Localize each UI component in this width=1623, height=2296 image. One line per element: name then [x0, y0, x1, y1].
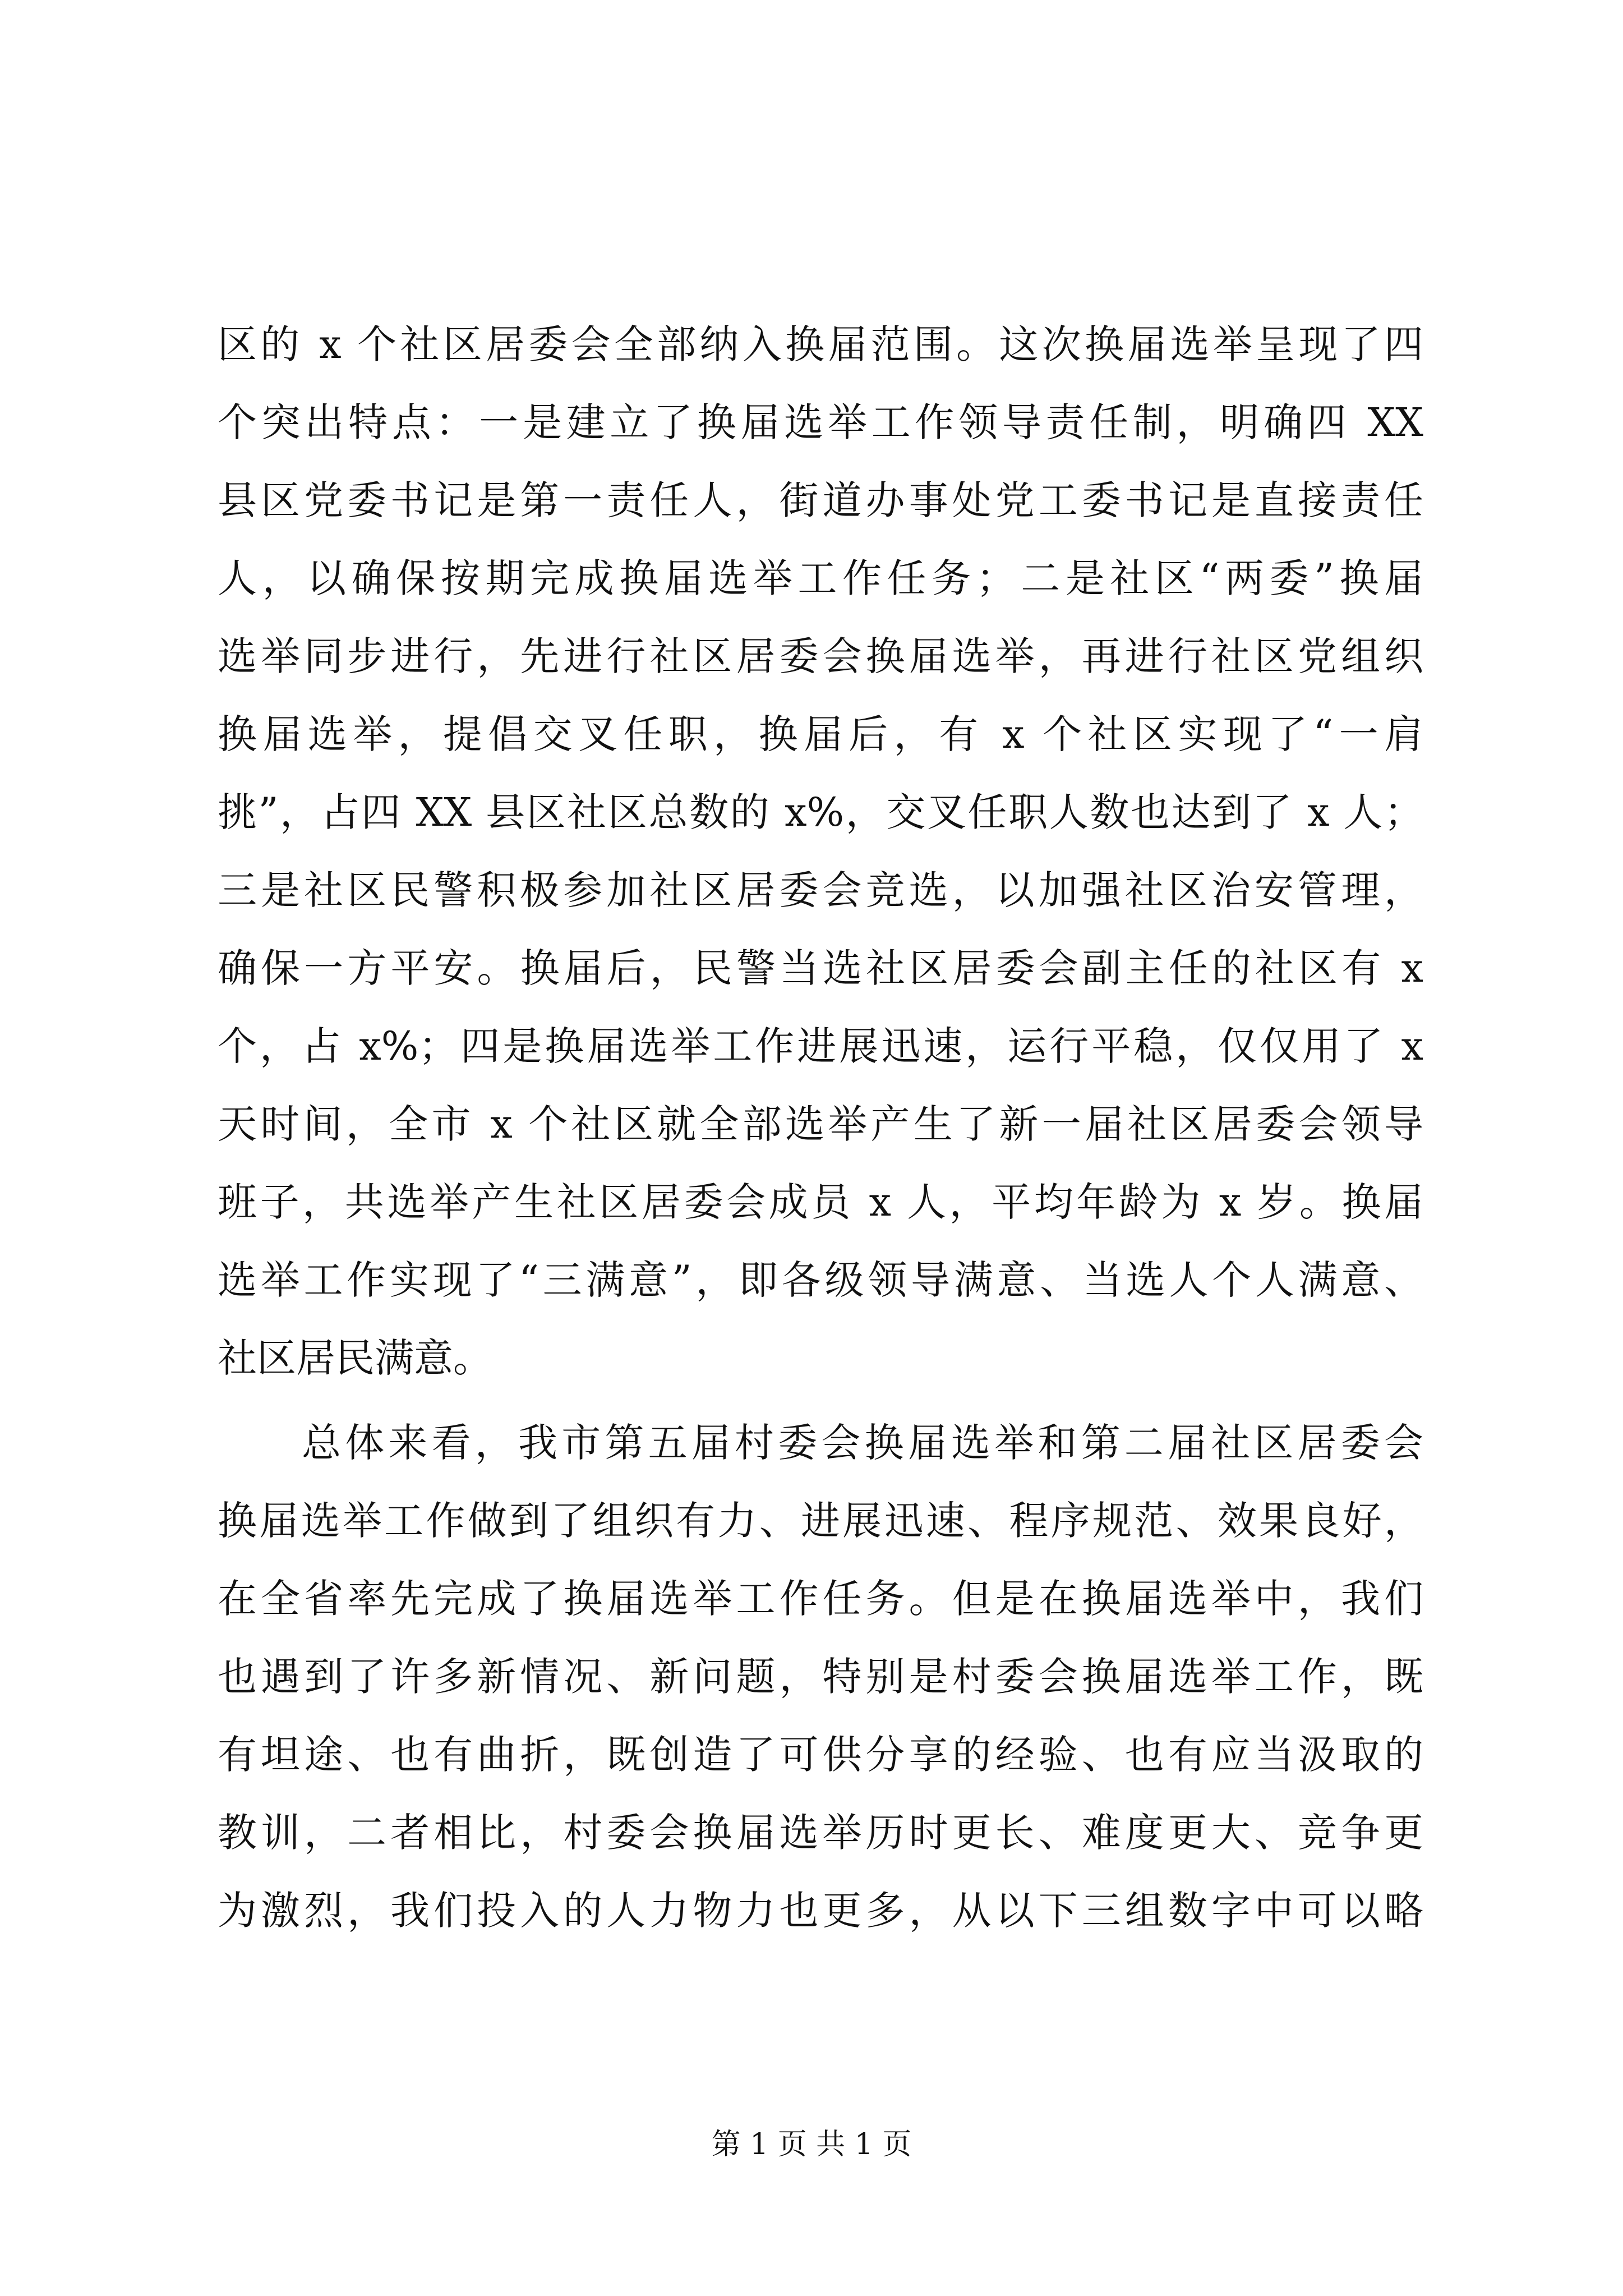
text-line: 个，占 x%；四是换届选举工作进展迅速，运行平稳，仅仅用了 x: [218, 1023, 1423, 1069]
text-line: 有坦途、也有曲折，既创造了可供分享的经验、也有应当汲取的: [218, 1732, 1423, 1778]
text-line: 三是社区民警积极参加社区居委会竞选，以加强社区治安管理，: [218, 867, 1423, 913]
text-line: 教训，二者相比，村委会换届选举历时更长、难度更大、竞争更: [218, 1810, 1423, 1856]
text-line: 在全省率先完成了换届选举工作任务。但是在换届选举中，我们: [218, 1576, 1423, 1622]
text-line: 挑”，占四 XX 县区社区总数的 x%，交叉任职人数也达到了 x 人；: [218, 789, 1423, 835]
text-line: 个突出特点：一是建立了换届选举工作领导责任制，明确四 XX: [218, 399, 1423, 445]
text-line: 确保一方平安。换届后，民警当选社区居委会副主任的社区有 x: [218, 945, 1423, 991]
paragraph-1: [218, 306, 1423, 1397]
text-line: 换届选举工作做到了组织有力、进展迅速、程序规范、效果良好，: [218, 1498, 1423, 1544]
text-line: 选举工作实现了“三满意”，即各级领导满意、当选人个人满意、: [218, 1257, 1423, 1303]
text-line: 班子，共选举产生社区居委会成员 x 人，平均年龄为 x 岁。换届: [218, 1179, 1423, 1225]
text-line: 社区居民满意。: [218, 1335, 492, 1381]
page-footer: [0, 2125, 1623, 2164]
text-line: 总体来看，我市第五届村委会换届选举和第二届社区居委会: [302, 1420, 1423, 1466]
text-line: 也遇到了许多新情况、新问题，特别是村委会换届选举工作，既: [218, 1654, 1423, 1700]
text-line: 天时间，全市 x 个社区就全部选举产生了新一届社区居委会领导: [218, 1101, 1423, 1147]
text-line: 县区党委书记是第一责任人，街道办事处党工委书记是直接责任: [218, 477, 1423, 523]
paragraph-2: [218, 1404, 1423, 1950]
document-body: [218, 306, 1423, 1950]
text-line: 为激烈，我们投入的人力物力也更多，从以下三组数字中可以略: [218, 1888, 1423, 1934]
page-number-label: 第 1 页 共 1 页: [711, 2128, 912, 2161]
text-line: 换届选举，提倡交叉任职，换届后，有 x 个社区实现了“一肩: [218, 711, 1423, 757]
text-line: 人，以确保按期完成换届选举工作任务；二是社区“两委”换届: [218, 555, 1423, 601]
text-line: 区的 x 个社区居委会全部纳入换届范围。这次换届选举呈现了四: [218, 321, 1423, 367]
paragraph-gap: [218, 1397, 1423, 1404]
text-line: 选举同步进行，先进行社区居委会换届选举，再进行社区党组织: [218, 633, 1423, 679]
